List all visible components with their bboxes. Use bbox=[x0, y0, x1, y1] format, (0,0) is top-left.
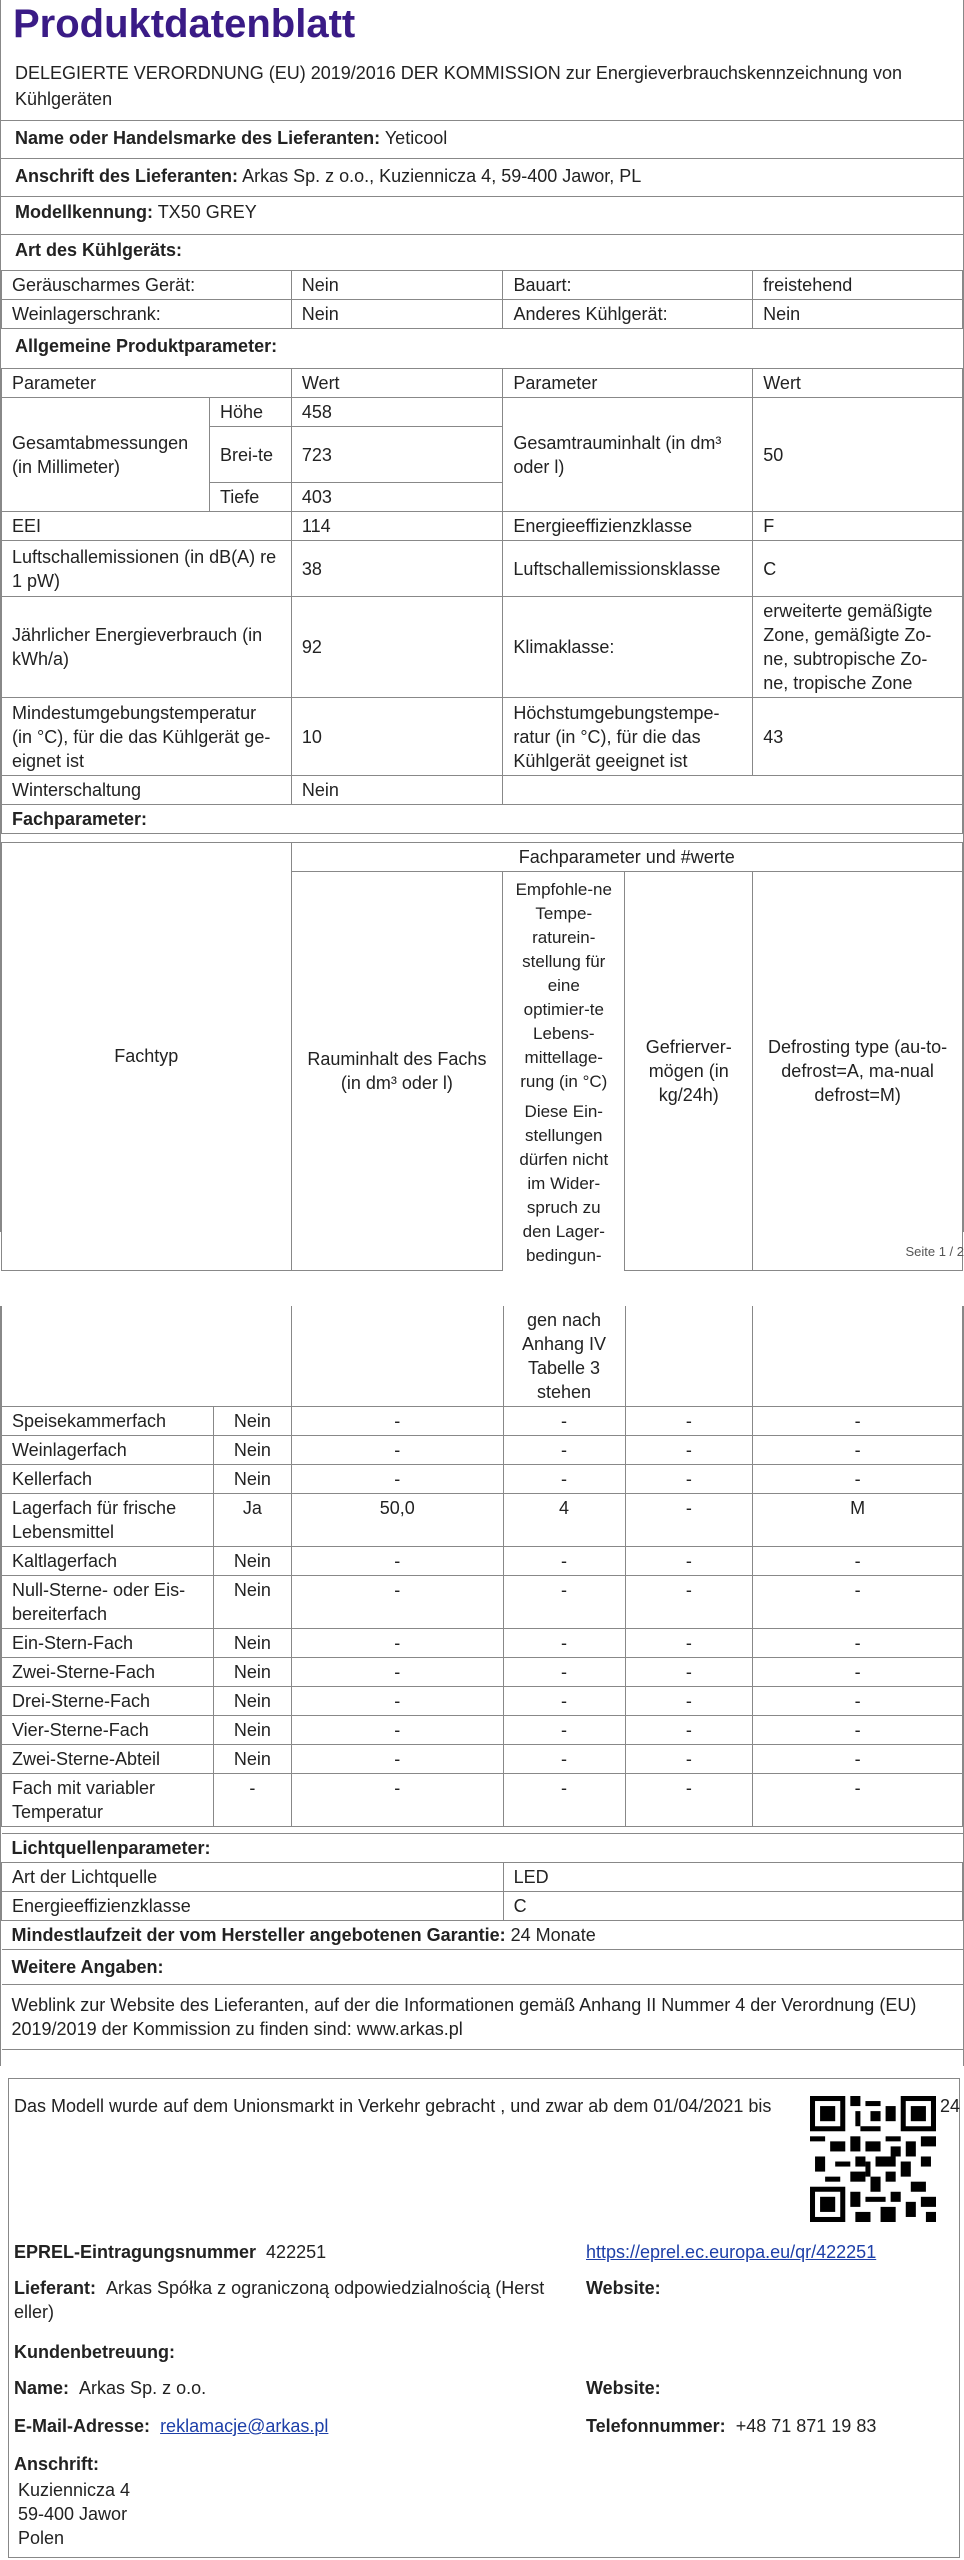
compartment-name: Zwei-Sterne-Fach bbox=[2, 1658, 214, 1687]
compartment-value: - bbox=[625, 1465, 753, 1494]
compartment-value: - bbox=[291, 1745, 503, 1774]
compartment-value: 50,0 bbox=[291, 1494, 503, 1547]
compartment-value: Nein bbox=[213, 1716, 291, 1745]
compartment-name: Kaltlagerfach bbox=[2, 1547, 214, 1576]
market-tail: 24 bbox=[940, 2096, 961, 2116]
compartment-value: - bbox=[503, 1436, 625, 1465]
qr-code[interactable] bbox=[810, 2096, 936, 2222]
light-source-table bbox=[1, 1833, 963, 2050]
compartment-name: Speisekammerfach bbox=[2, 1407, 214, 1436]
compartment-value: - bbox=[291, 1687, 503, 1716]
compartment-value: Nein bbox=[213, 1576, 291, 1629]
compartment-value: M bbox=[753, 1494, 963, 1547]
compartment-value: - bbox=[753, 1658, 963, 1687]
compartment-value: - bbox=[503, 1576, 625, 1629]
compartment-value: - bbox=[753, 1716, 963, 1745]
compartment-value: - bbox=[503, 1716, 625, 1745]
compartment-value: Nein bbox=[213, 1547, 291, 1576]
eprel-link-row bbox=[586, 2240, 876, 2264]
table-row: Energieeffizienzklasse C bbox=[2, 1892, 963, 1921]
table-row: Brei-te 723 bbox=[2, 427, 963, 483]
anschrift-line: Kuziennicza 4 bbox=[18, 2480, 131, 2500]
regulation-subtitle: DELEGIERTE VERORDNUNG (EU) 2019/2016 DER KOMMISSION zur Energieverbrauchskennzeichnung von Kühlgeräten bbox=[15, 63, 903, 109]
compartment-value: - bbox=[753, 1629, 963, 1658]
weblink-row: Weblink zur Website des Lieferanten, auf der die Informationen gemäß Anhang II Nummer 4 der Verordnung (EU) 2019/2019 der Kommission zu finden sind: www.arkas.pl bbox=[2, 1985, 963, 2050]
compartment-row bbox=[2, 1576, 963, 1629]
compartment-value: - bbox=[291, 1465, 503, 1494]
anschrift-label: Anschrift: bbox=[14, 2454, 99, 2474]
compartment-value: - bbox=[503, 1658, 625, 1687]
compartment-header-table bbox=[1, 842, 963, 1271]
compartment-value: Nein bbox=[213, 1658, 291, 1687]
lieferant-row: Lieferant: Arkas Spółka z ograniczoną odpowiedzialnością (Herst eller) bbox=[14, 2278, 545, 2322]
kundenbetreuung-label: Kundenbetreuung: bbox=[14, 2342, 175, 2362]
type-section-label: Art des Kühlgeräts: bbox=[15, 240, 183, 260]
compartment-row bbox=[2, 1658, 963, 1687]
compartment-name: Vier-Sterne-Fach bbox=[2, 1716, 214, 1745]
compartment-value: - bbox=[291, 1436, 503, 1465]
type-row: Geräuscharmes Gerät: Nein Bauart: freistehend bbox=[2, 271, 963, 300]
compartment-value: - bbox=[753, 1687, 963, 1716]
table-row: Tiefe 403 bbox=[2, 483, 963, 512]
compartment-value: - bbox=[291, 1629, 503, 1658]
compartment-value: - bbox=[625, 1745, 753, 1774]
compartment-row bbox=[2, 1774, 963, 1827]
compartment-value: - bbox=[291, 1774, 503, 1827]
compartment-value: Nein bbox=[213, 1687, 291, 1716]
compartment-value: - bbox=[625, 1716, 753, 1745]
anschrift-line: Polen bbox=[18, 2528, 65, 2548]
compartment-name: Kellerfach bbox=[2, 1465, 214, 1494]
compartment-value: - bbox=[503, 1465, 625, 1494]
general-parameters-table bbox=[1, 368, 963, 834]
compartment-value: Ja bbox=[213, 1494, 291, 1547]
compartment-name: Weinlagerfach bbox=[2, 1436, 214, 1465]
compartment-value: - bbox=[291, 1547, 503, 1576]
general-section-label: Allgemeine Produktparameter: bbox=[15, 336, 278, 356]
table-row: Art der Lichtquelle LED bbox=[2, 1863, 963, 1892]
compartment-value: - bbox=[753, 1774, 963, 1827]
compartment-row bbox=[2, 1465, 963, 1494]
email-row: E-Mail-Adresse: reklamacje@arkas.pl bbox=[14, 2416, 329, 2436]
compartment-value: Nein bbox=[213, 1745, 291, 1774]
compartment-value: - bbox=[625, 1687, 753, 1716]
table-row: Luftschallemissionen (in dB(A) re 1 pW) 38 Luftschallemissionsklasse C bbox=[2, 541, 963, 597]
compartment-row bbox=[2, 1629, 963, 1658]
compartment-value: - bbox=[291, 1658, 503, 1687]
compartment-value: - bbox=[503, 1547, 625, 1576]
eprel-link[interactable]: https://eprel.ec.europa.eu/qr/422251 bbox=[586, 2242, 877, 2262]
compartment-value: - bbox=[625, 1494, 753, 1547]
compartment-value: - bbox=[753, 1407, 963, 1436]
compartment-value: - bbox=[753, 1547, 963, 1576]
compartment-value: - bbox=[625, 1658, 753, 1687]
compartment-value: - bbox=[753, 1745, 963, 1774]
compartment-value: - bbox=[625, 1774, 753, 1827]
compartment-value: - bbox=[503, 1687, 625, 1716]
type-table bbox=[1, 270, 963, 329]
compartment-value: - bbox=[625, 1436, 753, 1465]
eprel-row: EPREL-Eintragungsnummer 422251 bbox=[14, 2242, 327, 2262]
compartment-table bbox=[1, 1306, 963, 1827]
compartment-value: - bbox=[503, 1629, 625, 1658]
compartment-value: Nein bbox=[213, 1407, 291, 1436]
supplier-row: Name oder Handelsmarke des Lieferanten: Yeticool bbox=[15, 128, 448, 148]
compartment-name: Lagerfach für frische Lebensmittel bbox=[2, 1494, 214, 1547]
compartment-value: Nein bbox=[213, 1629, 291, 1658]
compartment-value: - bbox=[753, 1576, 963, 1629]
compartment-value: Nein bbox=[213, 1465, 291, 1494]
more-section-row: Weitere Angaben: bbox=[2, 1950, 963, 1985]
type-row: Weinlagerschrank: Nein Anderes Kühlgerät: Nein bbox=[2, 300, 963, 329]
table-header-row: Fachtyp Fachparameter und #werte bbox=[2, 843, 963, 872]
anschrift-line: 59-400 Jawor bbox=[18, 2504, 128, 2524]
table-header-row: Rauminhalt des Fachs (in dm³ oder l) Empfohle-ne Tempe-raturein-stellung für eine optimier-te Lebens-mittellage-rung (in °C) Diese Ein-stellungen dürfen nicht im Wider-spruch zu den Lager-bedingun- Gefrierver-mögen (in kg/24h) Defrosting type (au-to-defrost=A, ma-nual defrost=M) bbox=[2, 872, 963, 1271]
compartment-row bbox=[2, 1547, 963, 1576]
compartment-value: - bbox=[625, 1547, 753, 1576]
table-row: Winterschaltung Nein bbox=[2, 776, 963, 805]
compartment-value: 4 bbox=[503, 1494, 625, 1547]
page-two bbox=[0, 1306, 964, 2066]
compartment-value: Nein bbox=[213, 1436, 291, 1465]
table-row: Jährlicher Energieverbrauch (in kWh/a) 92 Klimaklasse: erweiterte gemäßigte Zone, gemäßigte Zo-ne, subtropische Zo-ne, tropische Zone bbox=[2, 597, 963, 698]
table-header-row: Parameter Wert Parameter Wert bbox=[2, 369, 963, 398]
name-row: Name: Arkas Sp. z o.o. bbox=[14, 2378, 207, 2398]
compartment-row bbox=[2, 1716, 963, 1745]
compartment-value: - bbox=[213, 1774, 291, 1827]
model-row: Modellkennung: TX50 GREY bbox=[15, 202, 257, 222]
compartment-row bbox=[2, 1745, 963, 1774]
address-row: Anschrift des Lieferanten: Arkas Sp. z o.o., Kuziennicza 4, 59-400 Jawor, PL bbox=[15, 166, 642, 186]
compartment-value: - bbox=[503, 1774, 625, 1827]
compartment-name: Fach mit variabler Temperatur bbox=[2, 1774, 214, 1827]
fach-section-row: Fachparameter: bbox=[2, 805, 963, 834]
compartment-row bbox=[2, 1436, 963, 1465]
table-row: Mindestumgebungstemperatur (in °C), für die das Kühlgerät ge-eignet ist 10 Höchstumgebungstempe-ratur (in °C), für die das Kühlgerät geeignet ist 43 bbox=[2, 698, 963, 776]
warranty-row: Mindestlaufzeit der vom Hersteller angebotenen Garantie: 24 Monate bbox=[2, 1921, 963, 1950]
document-title: Produktdatenblatt bbox=[13, 2, 356, 46]
compartment-value: - bbox=[625, 1576, 753, 1629]
compartment-value: - bbox=[291, 1407, 503, 1436]
compartment-value: - bbox=[291, 1576, 503, 1629]
phone-row: Telefonnummer: +48 71 871 19 83 bbox=[586, 2416, 877, 2436]
compartment-value: - bbox=[503, 1407, 625, 1436]
page-number: Seite 1 / 2 bbox=[905, 1244, 964, 1259]
compartment-row bbox=[2, 1494, 963, 1547]
email-link[interactable]: reklamacje@arkas.pl bbox=[160, 2416, 329, 2436]
website-row: Website: bbox=[586, 2278, 661, 2298]
compartment-row bbox=[2, 1407, 963, 1436]
compartment-value: - bbox=[753, 1436, 963, 1465]
compartment-value: - bbox=[291, 1716, 503, 1745]
market-text: Das Modell wurde auf dem Unionsmarkt in Verkehr gebracht , und zwar ab dem 01/04/2021 bis bbox=[14, 2096, 772, 2116]
compartment-value: - bbox=[625, 1629, 753, 1658]
compartment-name: Ein-Stern-Fach bbox=[2, 1629, 214, 1658]
compartment-name: Drei-Sterne-Fach bbox=[2, 1687, 214, 1716]
compartment-name: Null-Sterne- oder Eis-bereiterfach bbox=[2, 1576, 214, 1629]
website2-row: Website: bbox=[586, 2378, 661, 2398]
light-section-row: Lichtquellenparameter: bbox=[2, 1834, 963, 1863]
table-row: EEI 114 Energieeffizienzklasse F bbox=[2, 512, 963, 541]
compartment-value: - bbox=[503, 1745, 625, 1774]
compartment-value: - bbox=[753, 1465, 963, 1494]
compartment-row bbox=[2, 1687, 963, 1716]
table-header-row: gen nach Anhang IV Tabelle 3 stehen bbox=[2, 1306, 963, 1407]
table-row: Gesamtabmessungen (in Millimeter) Höhe 458 Gesamtrauminhalt (in dm³ oder l) 50 bbox=[2, 398, 963, 427]
compartment-value: - bbox=[625, 1407, 753, 1436]
compartment-name: Zwei-Sterne-Abteil bbox=[2, 1745, 214, 1774]
